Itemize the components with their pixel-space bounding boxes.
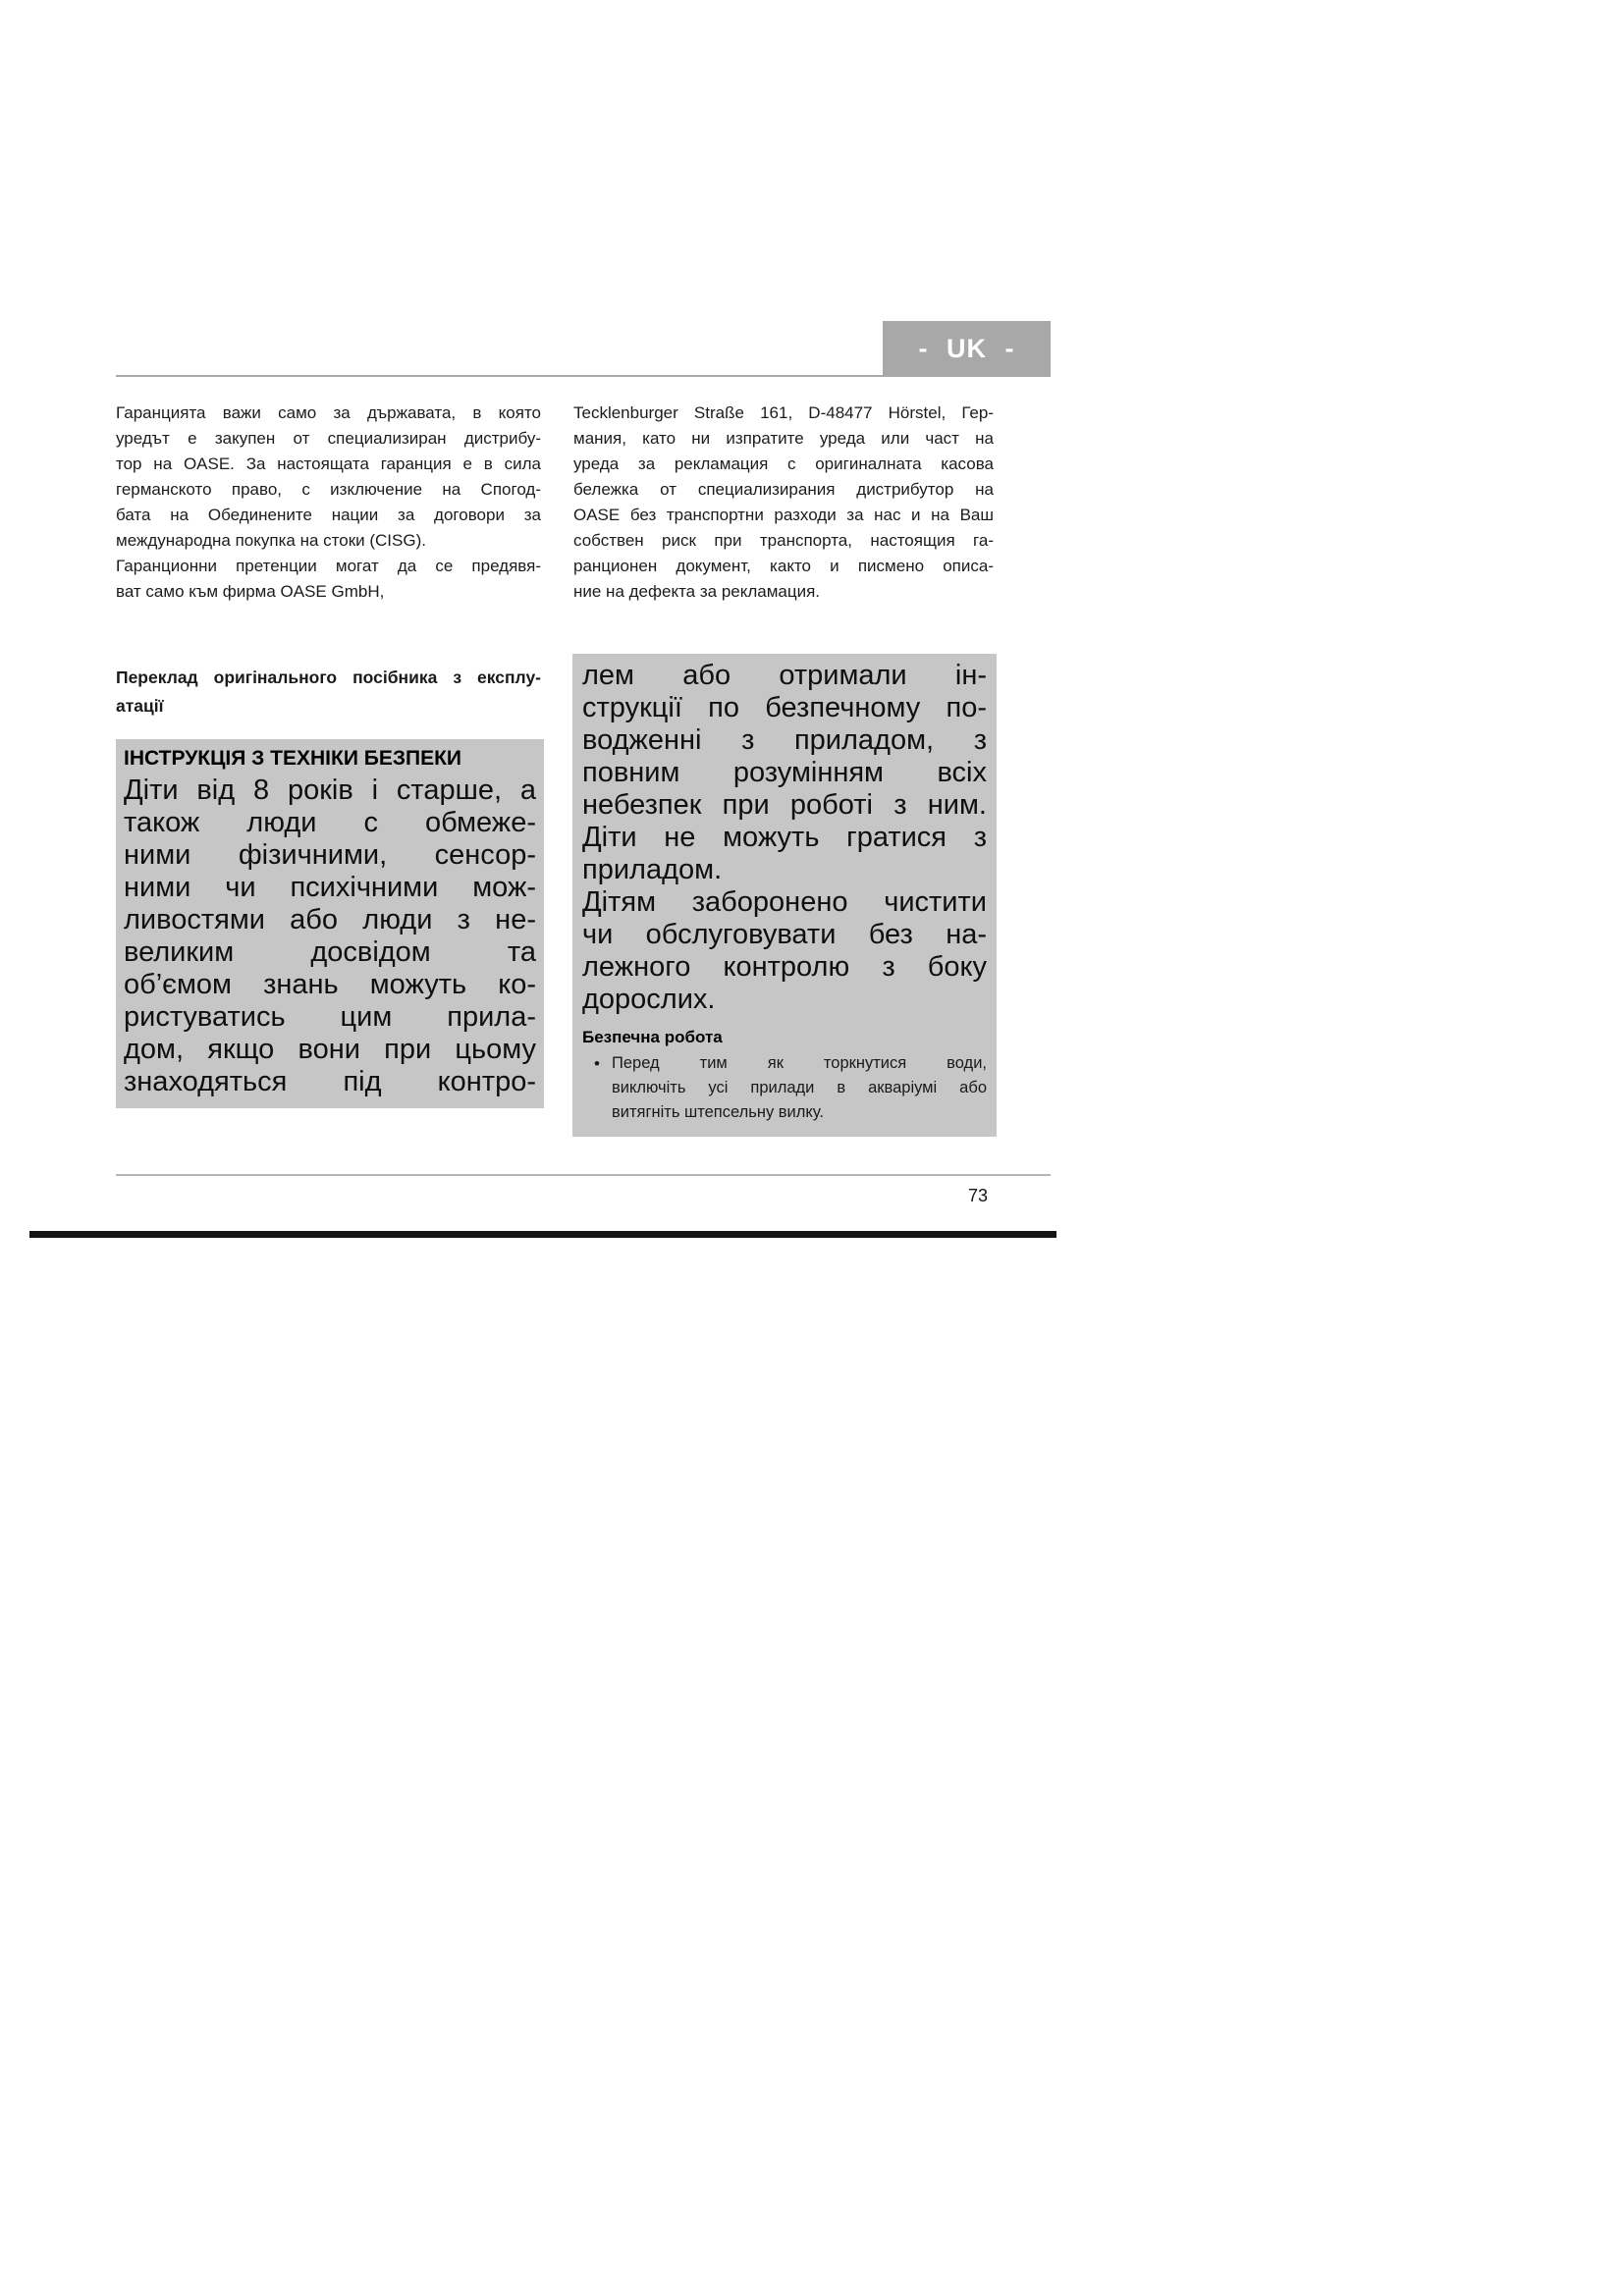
warranty-column-left — [116, 400, 541, 605]
bullet-item-text: Перед тим як торкнутися води, виключіть усі прилади в акваріумі або витягніть штепсельну вилку. — [612, 1054, 987, 1121]
safety-heading: ІНСТРУКЦІЯ З ТЕХНІКИ БЕЗПЕКИ — [124, 747, 462, 770]
footer-bar — [29, 1231, 1056, 1238]
safety-text-right: лем або отримали ін- струкції по безпечному по- водженні з приладом, з повним розумінням всіх небезпек при роботі з ним. Діти не можуть гратися з приладом. Дітям заборонено чистити чи обслуговувати без на- лежного контролю з боку дорослих. — [582, 660, 987, 1015]
safe-work-heading: Безпечна робота — [582, 1028, 723, 1046]
warranty-paragraph-1: Гаранцията важи само за държавата, в която уредът е закупен от специализиран дистрибу- тор на OASE. За настоящата гаранция е в сила германското право, с изключение на Спогод- бата на Обединените нации за договори за международна покупка на стоки (CISG). — [116, 403, 541, 550]
page-number: 73 — [967, 1186, 988, 1205]
bullet-icon: • — [594, 1054, 600, 1073]
safety-instructions-block — [116, 739, 544, 1108]
warranty-paragraph-3: Tecklenburger Straße 161, D-48477 Hörstel, Гер- мания, като ни изпратите уреда или част на уреда за рекламация с оригиналната касова бележка от специализирания дистрибутор на OASE без транспортни разходи за нас и на Ваш собствен риск при транспорта, настоящия га- ранционен документ, както и писмено описа- ние на дефекта за рекламация. — [573, 403, 994, 601]
warranty-column-right — [573, 400, 994, 605]
bullet-item — [582, 1051, 987, 1125]
warranty-paragraph-2: Гаранционни претенции могат да се предявя- ват само към фирма OASE GmbH, — [116, 557, 541, 601]
safety-continued-block — [572, 654, 997, 1137]
translation-note: Переклад оригінального посібника з експлу- атації — [116, 667, 541, 716]
safety-text-left: Діти від 8 років і старше, а також люди с обмеже- ними фізичними, сенсор- ними чи психічними мож- ливостями або люди з не- великим досвідом та об’ємом знань можуть ко- ристуватись цим прила- дом, якщо вони при цьому знаходяться під контро- — [124, 774, 536, 1097]
top-divider — [116, 375, 1051, 377]
language-badge: - UK - — [883, 321, 1051, 376]
bottom-divider — [116, 1174, 1051, 1176]
